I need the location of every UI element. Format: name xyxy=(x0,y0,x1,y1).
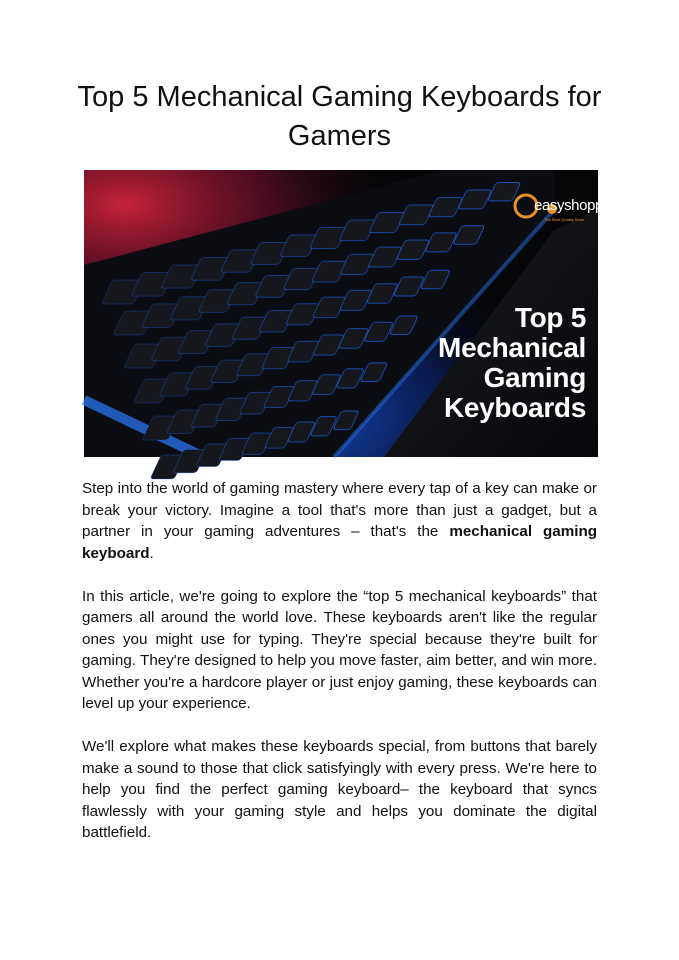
brand-tagline: The Best Quality Store xyxy=(544,217,585,222)
page-title: Top 5 Mechanical Gaming Keyboards for Gamers xyxy=(77,81,602,152)
paragraph-intro xyxy=(82,478,597,564)
keyword-link: mechanical gaming keyboard xyxy=(82,523,597,562)
hero-image xyxy=(84,170,606,457)
brand-name: easyshoppi xyxy=(534,197,606,214)
paragraph-explore: We'll explore what makes these keyboards special, from buttons that barely make a sound to those that click satisfyingly with every press. We're here to help you find the perfect gaming keyboard– the keyboard that syncs flawlessly with your gaming style and helps you dominate the digital battlefield. xyxy=(82,738,597,841)
hero-heading-line: Top 5 xyxy=(514,302,586,333)
hero-heading-line: Mechanical xyxy=(438,332,586,363)
hero-heading-line: Gaming xyxy=(483,362,586,393)
paragraph-text: . xyxy=(149,544,154,562)
paragraph-text: Step into the world of gaming mastery where every tap of a key can make or break your victory. Imagine a tool that's more than just a gadget, but a partner in your gaming adventures – that's the xyxy=(82,480,597,540)
article-body xyxy=(82,478,597,865)
brand-logo xyxy=(514,187,606,225)
hero-heading-line: Keyboards xyxy=(443,392,586,423)
hero-heading xyxy=(438,303,586,423)
paragraph-article-scope: In this article, we're going to explore the “top 5 mechanical keyboards” that gamers all around the world love. These keyboards aren't like the regular ones you might use for typing. They're special because they're built for gaming. They're designed to help you move faster, aim better, and win more. Whether you're a hardcore player or just enjoy gaming, these keyboards can level up your experience. xyxy=(82,587,597,712)
